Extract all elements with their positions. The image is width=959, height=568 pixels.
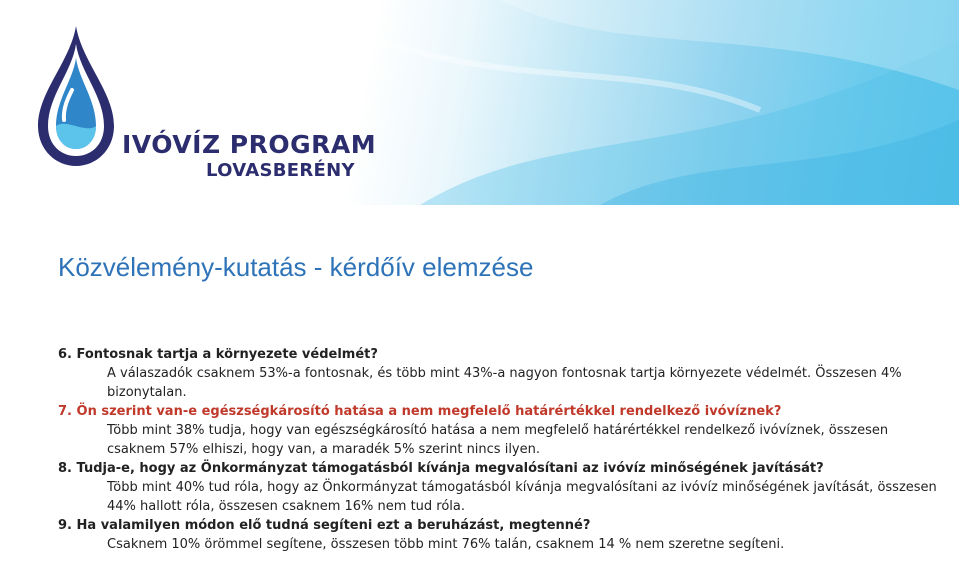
logo-subtitle: LOVASBERÉNY: [206, 160, 355, 181]
answer-9: Csaknem 10% örömmel segítene, összesen több mint 76% talán, csaknem 14 % nem szeretne segíteni.: [107, 537, 785, 552]
answer-8: Több mint 40% tud róla, hogy az Önkormányzat támogatásból kívánja megvalósítani az ivóvíz minőségének javítását, összesen 44% hallott róla, összesen csaknem 16% nem tud róla.: [107, 480, 937, 514]
question-number: 6.: [58, 347, 72, 362]
question-text: Fontosnak tartja a környezete védelmét?: [76, 347, 378, 362]
question-9: [58, 516, 938, 535]
water-wave-background: [0, 0, 959, 205]
question-text: Ha valamilyen módon elő tudná segíteni ezt a beruházást, megtenné?: [76, 518, 591, 533]
answer-6: A válaszadók csaknem 53%-a fontosnak, és több mint 43%-a nagyon fontosnak tartja környezete védelmét. Összesen 4% bizonytalan.: [107, 366, 902, 400]
question-7: [58, 402, 938, 421]
question-6: [58, 345, 938, 364]
page-title: Közvélemény-kutatás - kérdőív elemzése: [58, 252, 534, 282]
question-number: 7.: [58, 404, 72, 419]
water-drop-icon: [30, 22, 122, 170]
question-number: 9.: [58, 518, 72, 533]
header-banner: [0, 0, 959, 205]
question-text: Ön szerint van-e egészségkárosító hatása a nem megfelelő határértékkel rendelkező ivóvíznek?: [76, 404, 782, 419]
survey-analysis: [58, 345, 938, 554]
question-number: 8.: [58, 461, 72, 476]
logo-title: IVÓVÍZ PROGRAM: [122, 130, 377, 159]
question-8: [58, 459, 938, 478]
answer-7: Több mint 38% tudja, hogy van egészségkárosító hatása a nem megfelelő határértékkel rendelkező ivóvíznek, összesen csaknem 57% elhiszi, hogy van, a maradék 5% szerint nincs ilyen.: [107, 423, 889, 457]
question-text: Tudja-e, hogy az Önkormányzat támogatásból kívánja megvalósítani az ivóvíz minőségének javítását?: [76, 461, 824, 476]
